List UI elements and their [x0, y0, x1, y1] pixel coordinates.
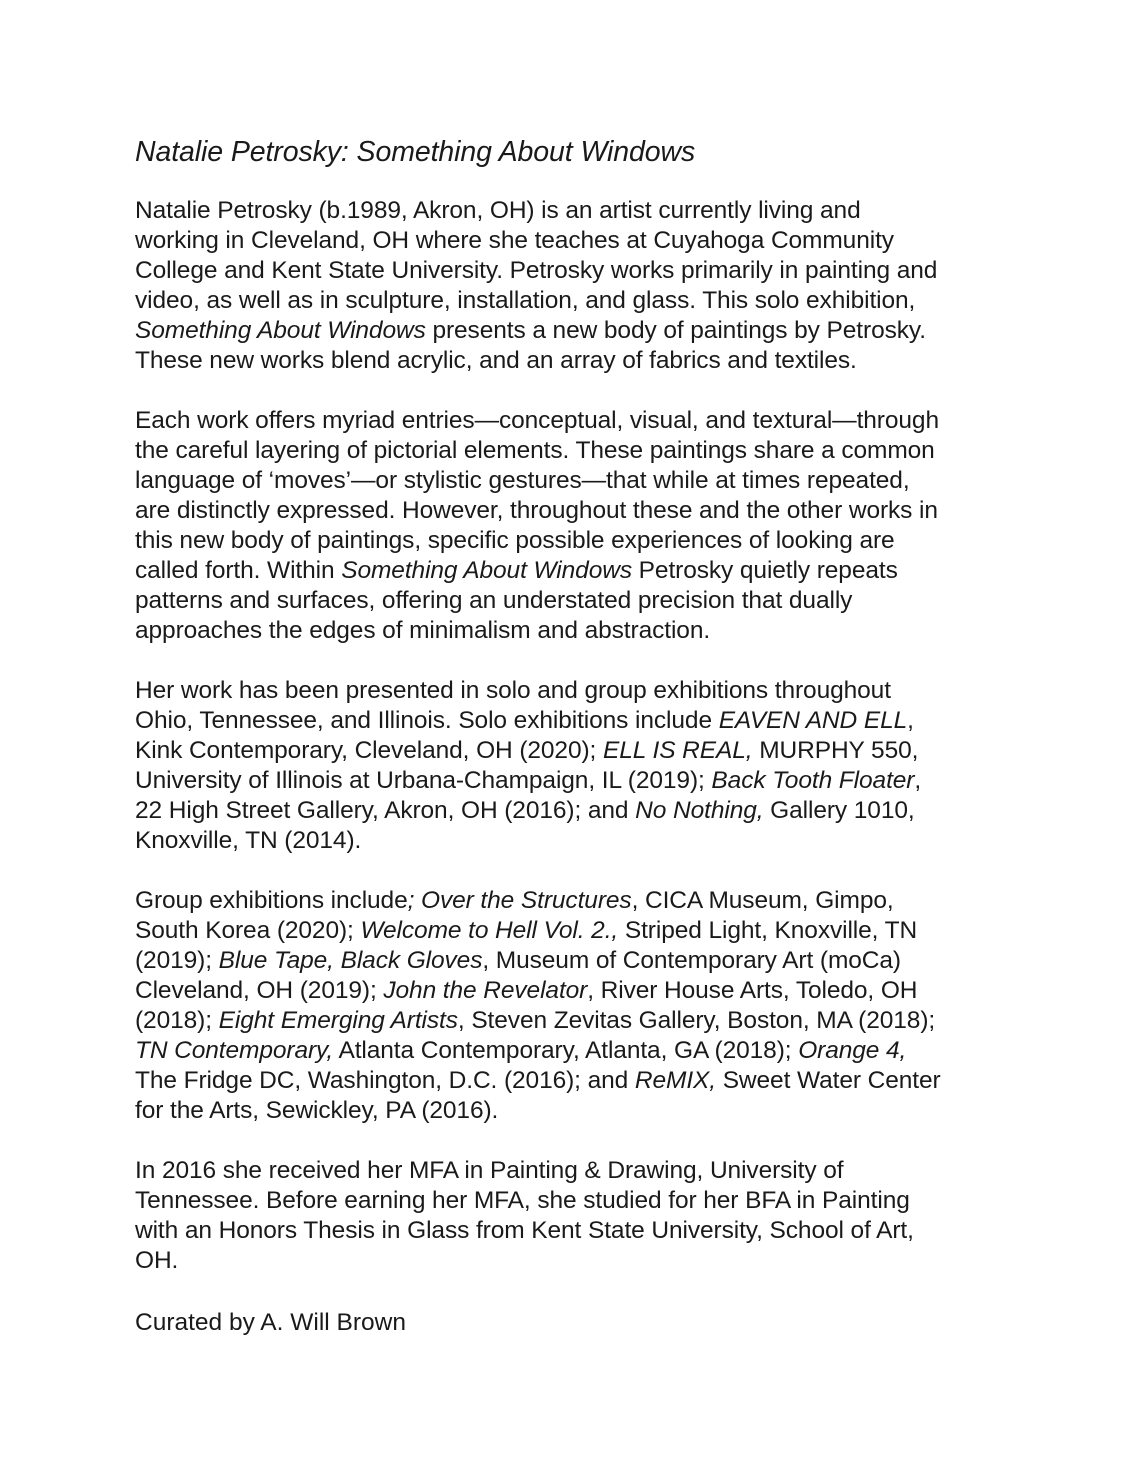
italic-title-text: Something About Windows [341, 557, 632, 584]
curator-credit: Curated by A. Will Brown [135, 1309, 406, 1336]
text-segment: College and Kent State University. Petrosky works primarily in painting and [135, 257, 938, 284]
text-segment: Gallery 1010, [763, 797, 915, 824]
text-line [135, 226, 1015, 256]
text-segment: These new works blend acrylic, and an array of fabrics and textiles. [135, 347, 857, 374]
text-line [135, 436, 1015, 466]
text-segment: for the Arts, Sewickley, PA (2016). [135, 1097, 499, 1124]
text-segment: are distinctly expressed. However, throughout these and the other works in [135, 497, 938, 524]
text-line [135, 256, 1015, 286]
text-segment: , River House Arts, Toledo, OH [587, 977, 918, 1004]
paragraph-description [135, 406, 1015, 646]
text-line [135, 526, 1015, 556]
text-segment: Petrosky quietly repeats [631, 557, 898, 584]
text-segment: , [914, 767, 922, 794]
text-segment: , Steven Zevitas Gallery, Boston, MA (2018); [457, 1007, 936, 1034]
text-line [135, 1006, 1015, 1036]
text-line [135, 1066, 1015, 1096]
text-line [135, 406, 1015, 436]
text-line [135, 1036, 1015, 1066]
text-line [135, 766, 1015, 796]
italic-title-text: No Nothing, [635, 797, 764, 824]
text-segment: Her work has been presented in solo and group exhibitions throughout [135, 677, 891, 704]
paragraph-bio [135, 196, 1015, 376]
text-segment: , Museum of Contemporary Art (moCa) [482, 947, 901, 974]
text-segment: Tennessee. Before earning her MFA, she studied for her BFA in Painting [135, 1187, 910, 1214]
text-segment: , [907, 707, 914, 734]
text-line [135, 1186, 1015, 1216]
text-line [135, 946, 1015, 976]
text-segment: Cleveland, OH (2019); [135, 977, 384, 1004]
text-segment: called forth. Within [135, 557, 342, 584]
text-line [135, 586, 1015, 616]
italic-title-text: ELL IS REAL, [602, 737, 753, 764]
text-segment: The Fridge DC, Washington, D.C. (2016); and [135, 1067, 635, 1094]
text-segment: Ohio, Tennessee, and Illinois. Solo exhibitions include [135, 707, 719, 734]
italic-title-text: Something About Windows [135, 317, 426, 344]
text-segment: Group exhibitions include [135, 887, 408, 914]
text-line [135, 316, 1015, 346]
document-page [135, 134, 1015, 1338]
paragraph-group-exhibitions [135, 886, 1015, 1126]
text-segment: Knoxville, TN (2014). [135, 827, 362, 854]
document-title: Natalie Petrosky: Something About Windows [135, 136, 696, 168]
text-line [135, 346, 1015, 376]
text-segment: , CICA Museum, Gimpo, [631, 887, 894, 914]
text-segment: In 2016 she received her MFA in Painting & Drawing, University of [135, 1157, 844, 1184]
text-line [135, 616, 1015, 646]
text-line [135, 736, 1015, 766]
italic-title-text: John the Revelator [383, 977, 588, 1004]
text-segment: approaches the edges of minimalism and abstraction. [135, 617, 711, 644]
text-segment: University of Illinois at Urbana-Champaign, IL (2019); [135, 767, 712, 794]
text-line [135, 196, 1015, 226]
text-line [135, 826, 1015, 856]
text-line [135, 1156, 1015, 1186]
italic-title-text: Eight Emerging Artists [218, 1007, 458, 1034]
italic-title-text: Blue Tape, Black Gloves [218, 947, 483, 974]
italic-title-text: Back Tooth Floater [711, 767, 915, 794]
text-segment: Natalie Petrosky (b.1989, Akron, OH) is an artist currently living and [135, 197, 861, 224]
text-segment: South Korea (2020); [135, 917, 361, 944]
text-segment: Atlanta Contemporary, Atlanta, GA (2018); [333, 1037, 799, 1064]
text-segment: patterns and surfaces, offering an understated precision that dually [135, 587, 853, 614]
text-line [135, 286, 1015, 316]
text-segment: MURPHY 550, [752, 737, 919, 764]
italic-title-text: TN Contemporary, [135, 1037, 334, 1064]
text-line [135, 976, 1015, 1006]
text-segment: language of ‘moves’—or stylistic gestures—that while at times repeated, [135, 467, 910, 494]
text-line [135, 556, 1015, 586]
text-line [135, 1216, 1015, 1246]
text-segment: this new body of paintings, specific possible experiences of looking are [135, 527, 895, 554]
text-line [135, 796, 1015, 826]
text-segment: Each work offers myriad entries—conceptual, visual, and textural—through [135, 407, 939, 434]
paragraph-solo-exhibitions [135, 676, 1015, 856]
italic-title-text: Orange 4, [798, 1037, 907, 1064]
text-line [135, 1096, 1015, 1126]
text-segment: (2018); [135, 1007, 219, 1034]
text-line [135, 706, 1015, 736]
paragraph-education [135, 1156, 1015, 1276]
text-line [135, 886, 1015, 916]
text-segment: working in Cleveland, OH where she teaches at Cuyahoga Community [135, 227, 894, 254]
text-line [135, 676, 1015, 706]
text-segment: Striped Light, Knoxville, TN [618, 917, 918, 944]
text-segment: (2019); [135, 947, 219, 974]
text-line [135, 916, 1015, 946]
text-segment: the careful layering of pictorial elements. These paintings share a common [135, 437, 935, 464]
text-segment: with an Honors Thesis in Glass from Kent State University, School of Art, [135, 1217, 914, 1244]
italic-title-text: ReMIX, [634, 1067, 716, 1094]
italic-title-text: Welcome to Hell Vol. 2., [360, 917, 619, 944]
text-segment: presents a new body of paintings by Petrosky. [425, 317, 926, 344]
text-segment: 22 High Street Gallery, Akron, OH (2016); and [135, 797, 636, 824]
text-segment: video, as well as in sculpture, installation, and glass. This solo exhibition, [135, 287, 916, 314]
text-line [135, 1246, 1015, 1276]
text-segment: OH. [135, 1247, 179, 1274]
text-line [135, 496, 1015, 526]
italic-title-text: EAVEN AND ELL [718, 707, 908, 734]
italic-title-text: ; Over the Structures [407, 887, 632, 914]
text-line [135, 466, 1015, 496]
text-segment: Sweet Water Center [715, 1067, 941, 1094]
text-segment: Kink Contemporary, Cleveland, OH (2020); [135, 737, 603, 764]
